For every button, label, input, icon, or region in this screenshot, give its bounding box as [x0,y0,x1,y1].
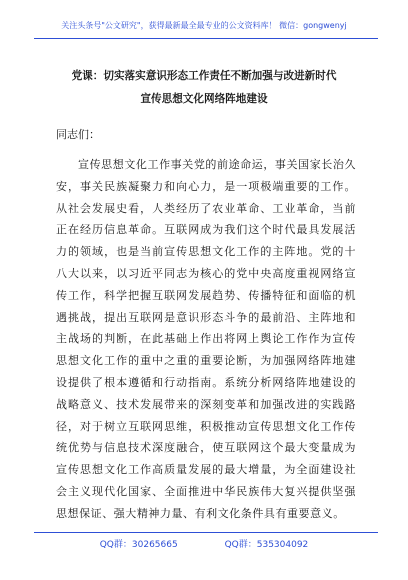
body-paragraph: 宣传思想文化工作事关党的前途命运，事关国家长治久安，事关民族凝聚力和向心力，是一项极端重要的工作。从社会发展史看，人类经历了农业革命、工业革命，当前正在经历信息革命。互联网成为我们这个时代最具发展活力的领域，也是当前宣传思想文化工作的主阵地。党的十八大以来，以习近平同志为核心的党中央高度重视网络宣传工作，科学把握互联网发展趋势、传播特征和面临的机遇挑战，提出互联网是意识形态斗争的最前沿、主阵地和主战场的判断，在此基础上作出将网上舆论工作作为宣传思想文化工作的重中之重的重要论断，为加强网络阵地建设提供了根本遵循和行动指南。系统分析网络阵地建设的战略意义、技术发展带来的深刻变革和加强改进的实践路径，对于树立互联网思维，积极推动宣传思想文化工作传统优势与信息技术深度融合，使互联网这个最大变量成为宣传思想文化工作高质量发展的最大增量，为全面建设社会主义现代化国家、全面推进中华民族伟大复兴提供坚强思想保证、强大精神力量、有利文化条件具有重要意义。 [56,158,356,520]
salutation: 同志们： [56,128,100,141]
footer-divider [34,532,378,533]
footer [0,537,408,550]
footer-qq-group-2: QQ群：535304092 [224,540,309,550]
header-divider [34,38,378,39]
header-promo-note: 关注头条号"公文研究"，获得最新最全最专业的公文资料库！ 微信：gongwenyj [61,21,347,30]
document-title-line-2: 宣传思想文化网络阵地建设 [140,93,268,105]
document-title-line-1: 党课：切实落实意识形态工作责任不断加强与改进新时代 [71,70,337,82]
footer-qq-group-1: QQ群：30265665 [99,540,178,550]
